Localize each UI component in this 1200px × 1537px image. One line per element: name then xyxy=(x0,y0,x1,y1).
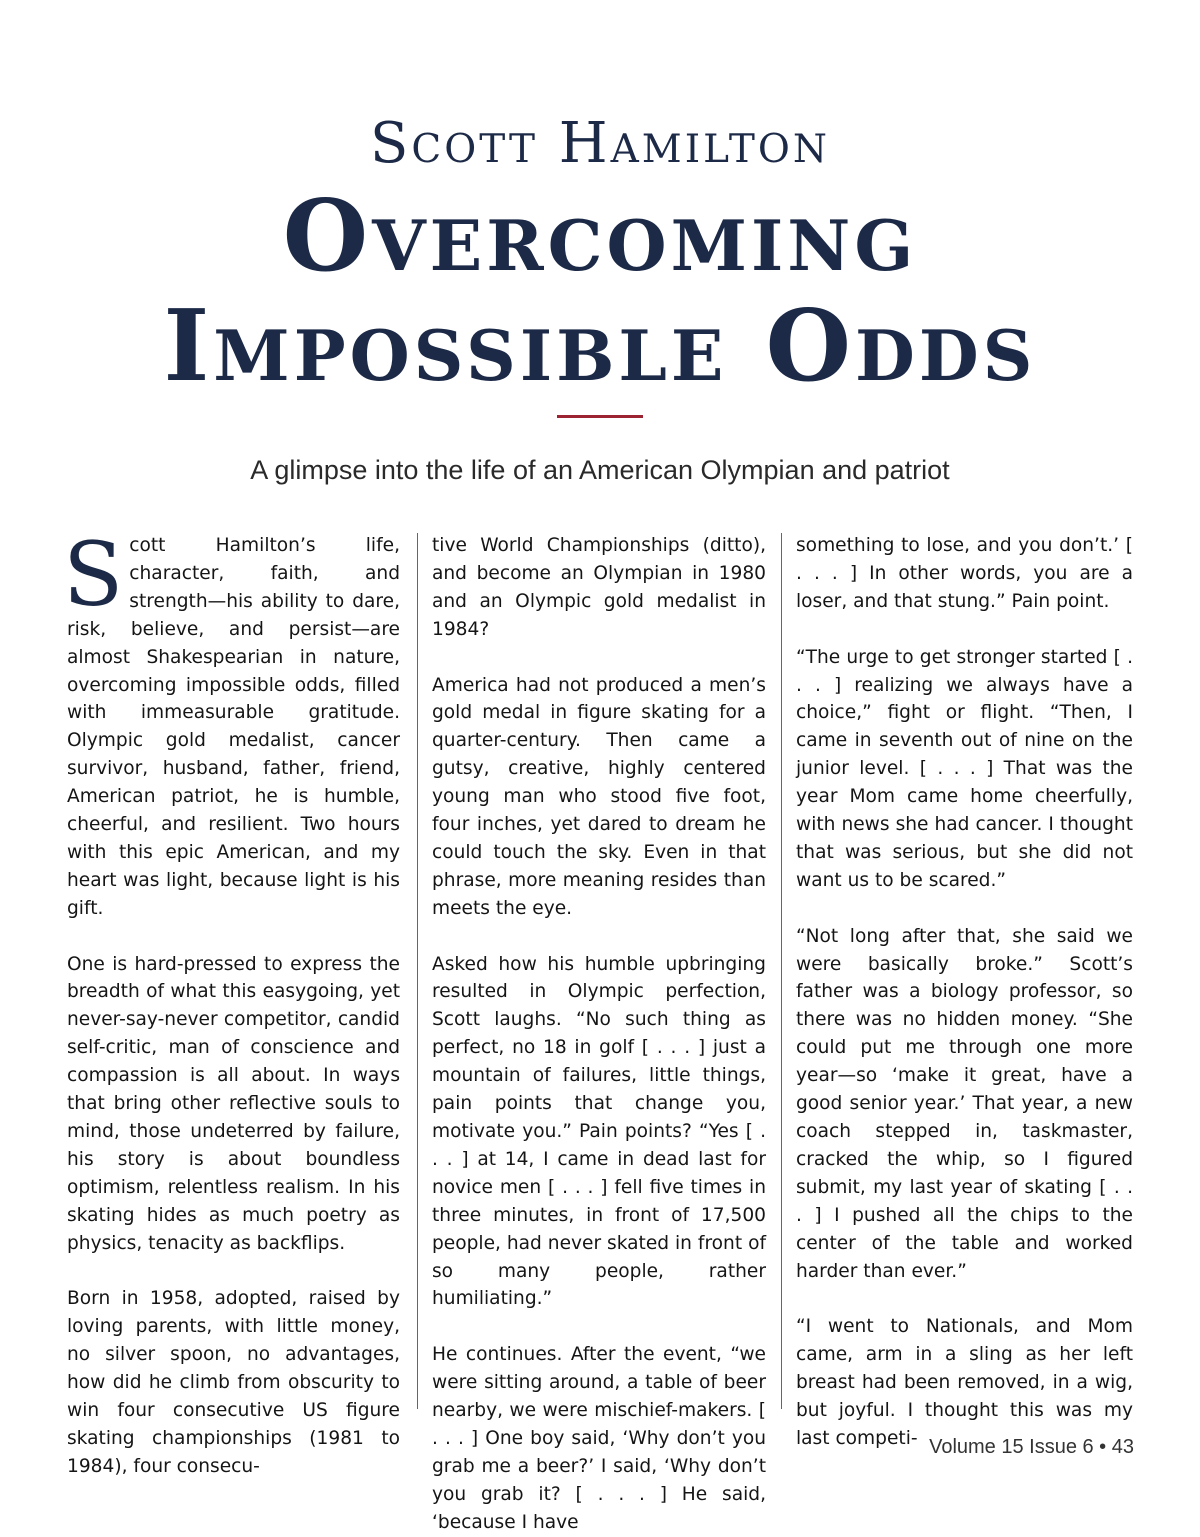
article-kicker: Scott Hamilton xyxy=(370,111,830,176)
paragraph: America had not produced a men’s gold medal in figure skating for a quarter-century. Then came a gutsy, creative, highly centered young man who stood five foot, four inches, yet dared to dream he could touch the sky. Even in that phrase, more meaning resides than meets the eye. xyxy=(432,674,766,919)
title-accent-rule xyxy=(557,415,643,418)
page-footer-issue: Volume 15 Issue 6 • 43 xyxy=(929,1436,1134,1458)
paragraph: “The urge to get stronger started [ . . . ] realizing we always have a choice,” fight or flight. “Then, I came in seventh out of nine on the junior level. [ . . . ] That was the year Mom came home cheerfully, with news she had cancer. I thought that was serious, but she did not want us to be scared.” xyxy=(796,646,1133,891)
paragraph-text: cott Hamilton’s life, character, faith, and strength—his ability to dare, risk, believe, and persist—are almost Shakespearian in nature, overcoming impossible odds, filled with immeasurable gratitude. Olympic gold medalist, cancer survivor, husband, father, friend, American patriot, he is humble, cheerful, and resilient. Two hours with this epic American, and my heart was light, because light is his gift. xyxy=(67,535,400,919)
article-column-1 xyxy=(63,523,400,1477)
article-title-line-1: Overcoming xyxy=(282,179,918,294)
paragraph: “I went to Nationals, and Mom came, arm in a sling as her left breast had been removed, in a wig, but joyful. I thought this was my last competi- xyxy=(796,1316,1133,1449)
paragraph: tive World Championships (ditto), and become an Olympian in 1980 and an Olympic gold medalist in 1984? xyxy=(432,535,766,640)
column-divider xyxy=(781,533,782,1409)
paragraph: “Not long after that, she said we were basically broke.” Scott’s father was a biology professor, so there was no hidden money. “She could put me through one more year—so ‘make it great, have a good senior year.’ That year, a new coach stepped in, taskmaster, cracked the whip, so I figured submit, my last year of skating [ . . . ] I pushed all the chips to the center of the table and worked harder than ever.” xyxy=(796,925,1133,1282)
article-column-2 xyxy=(432,532,766,1533)
article-title-line-2: Impossible Odds xyxy=(163,289,1037,404)
paragraph: Born in 1958, adopted, raised by loving parents, with little money, no silver spoon, no advantages, how did he climb from obscurity to win four consecutive US figure skating championships (1981 to 1984), four consecu- xyxy=(67,1288,400,1477)
drop-cap: S xyxy=(63,523,124,626)
paragraph: something to lose, and you don’t.’ [ . . . ] In other words, you are a loser, and that stung.” Pain point. xyxy=(796,535,1133,612)
article-subtitle: A glimpse into the life of an American Olympian and patriot xyxy=(250,455,950,485)
column-divider xyxy=(417,533,418,1409)
paragraph: One is hard-pressed to express the breadth of what this easygoing, yet never-say-never competitor, candid self-critic, man of conscience and compassion is all about. In ways that bring other reflective souls to mind, those undeterred by failure, his story is about boundless optimism, relentless realism. In his skating hides as much poetry as physics, tenacity as backflips. xyxy=(67,953,400,1254)
paragraph: He continues. After the event, “we were sitting around, a table of beer nearby, we were mischief-makers. [ . . . ] One boy said, ‘Why don’t you grab me a beer?’ I said, ‘Why don’t you grab it? [ . . . ] He said, ‘because I have xyxy=(432,1344,766,1533)
paragraph xyxy=(63,523,400,923)
paragraph: Asked how his humble upbringing resulted in Olympic perfection, Scott laughs. “No such thing as perfect, no 18 in golf [ . . . ] just a mountain of failures, little things, pain points that change you, motivate you.” Pain points? “Yes [ . . . ] at 14, I came in dead last for novice men [ . . . ] fell five times in three minutes, in front of 17,500 people, had never skated in front of so many people, rather humiliating.” xyxy=(432,953,766,1310)
